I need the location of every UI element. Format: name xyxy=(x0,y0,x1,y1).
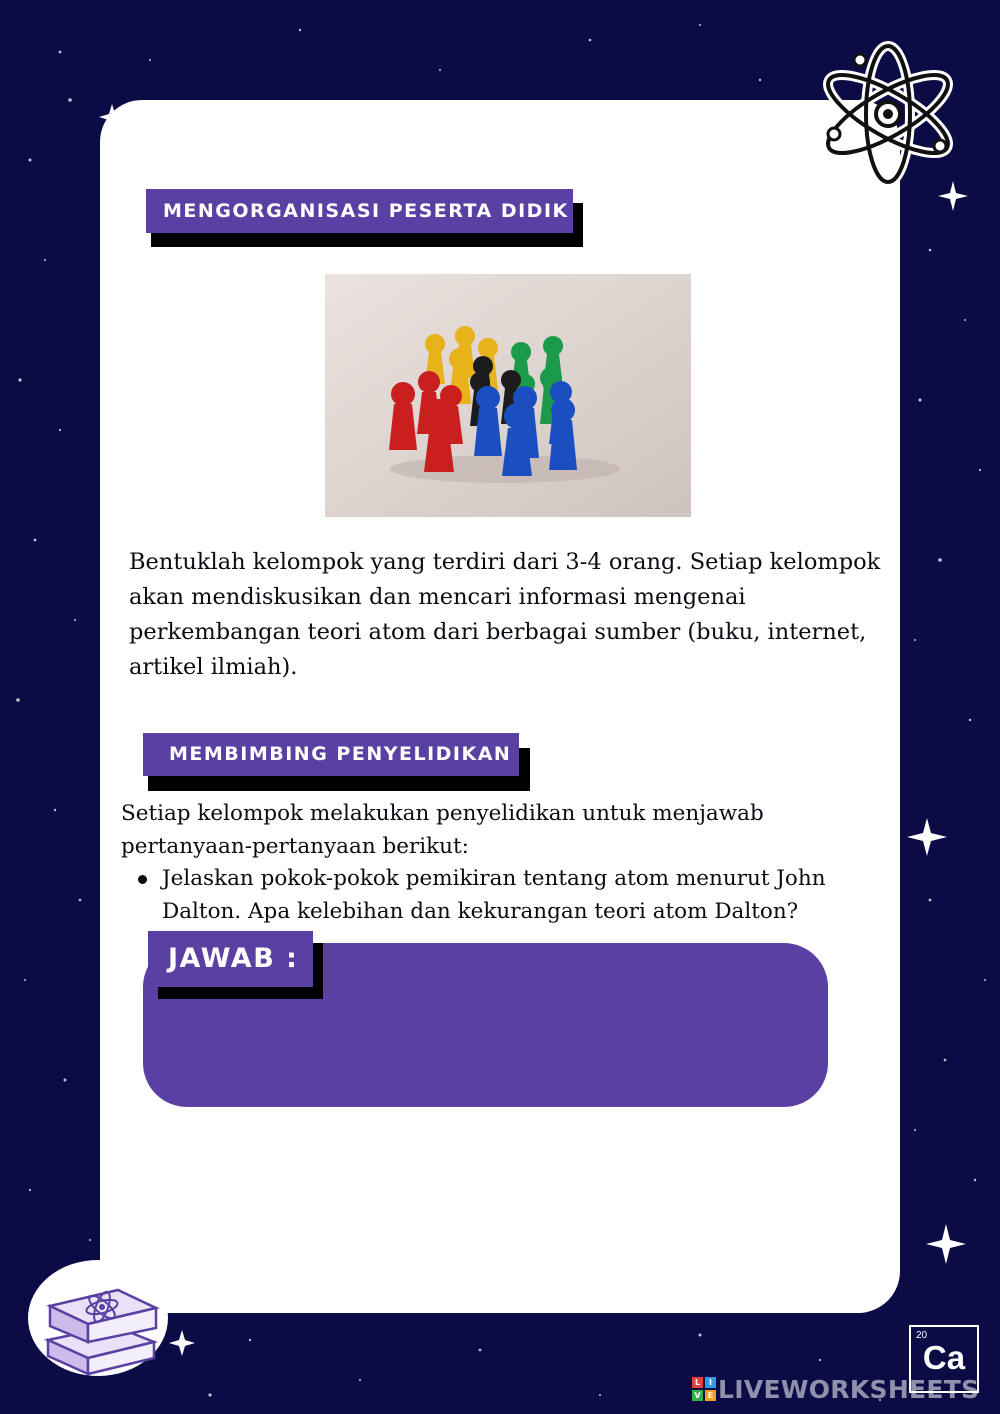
question-list xyxy=(135,862,845,928)
watermark-text: LIVEWORKSHEETS xyxy=(718,1374,980,1404)
liveworksheets-watermark xyxy=(692,1374,979,1404)
star-icon xyxy=(926,1224,966,1264)
element-number: 20 xyxy=(916,1330,928,1341)
element-symbol: Ca xyxy=(922,1339,966,1376)
star-icon xyxy=(907,818,947,856)
liveworksheets-logo-icon: L I V E xyxy=(692,1377,716,1401)
heading-organize-label: MENGORGANISASI PESERTA DIDIK xyxy=(146,189,573,233)
books-atom-icon xyxy=(26,1254,176,1380)
investigate-intro: Setiap kelompok melakukan penyelidikan untuk menjawab pertanyaan-pertanyaan berikut: xyxy=(121,801,764,859)
answer-label: JAWAB : xyxy=(148,931,313,987)
group-pawns-image xyxy=(325,274,691,517)
question-item: Jelaskan pokok-pokok pemikiran tentang atom menurut John Dalton. Apa kelebihan dan kekurangan teori atom Dalton? xyxy=(135,862,845,928)
atom-icon xyxy=(812,38,964,190)
heading-investigate-label: MEMBIMBING PENYELIDIKAN xyxy=(143,733,519,776)
organize-instructions: Bentuklah kelompok yang terdiri dari 3-4 orang. Setiap kelompok akan mendiskusikan dan mencari informasi mengenai perkembangan teori atom dari berbagai sumber (buku, internet, artikel ilmiah). xyxy=(129,549,881,680)
